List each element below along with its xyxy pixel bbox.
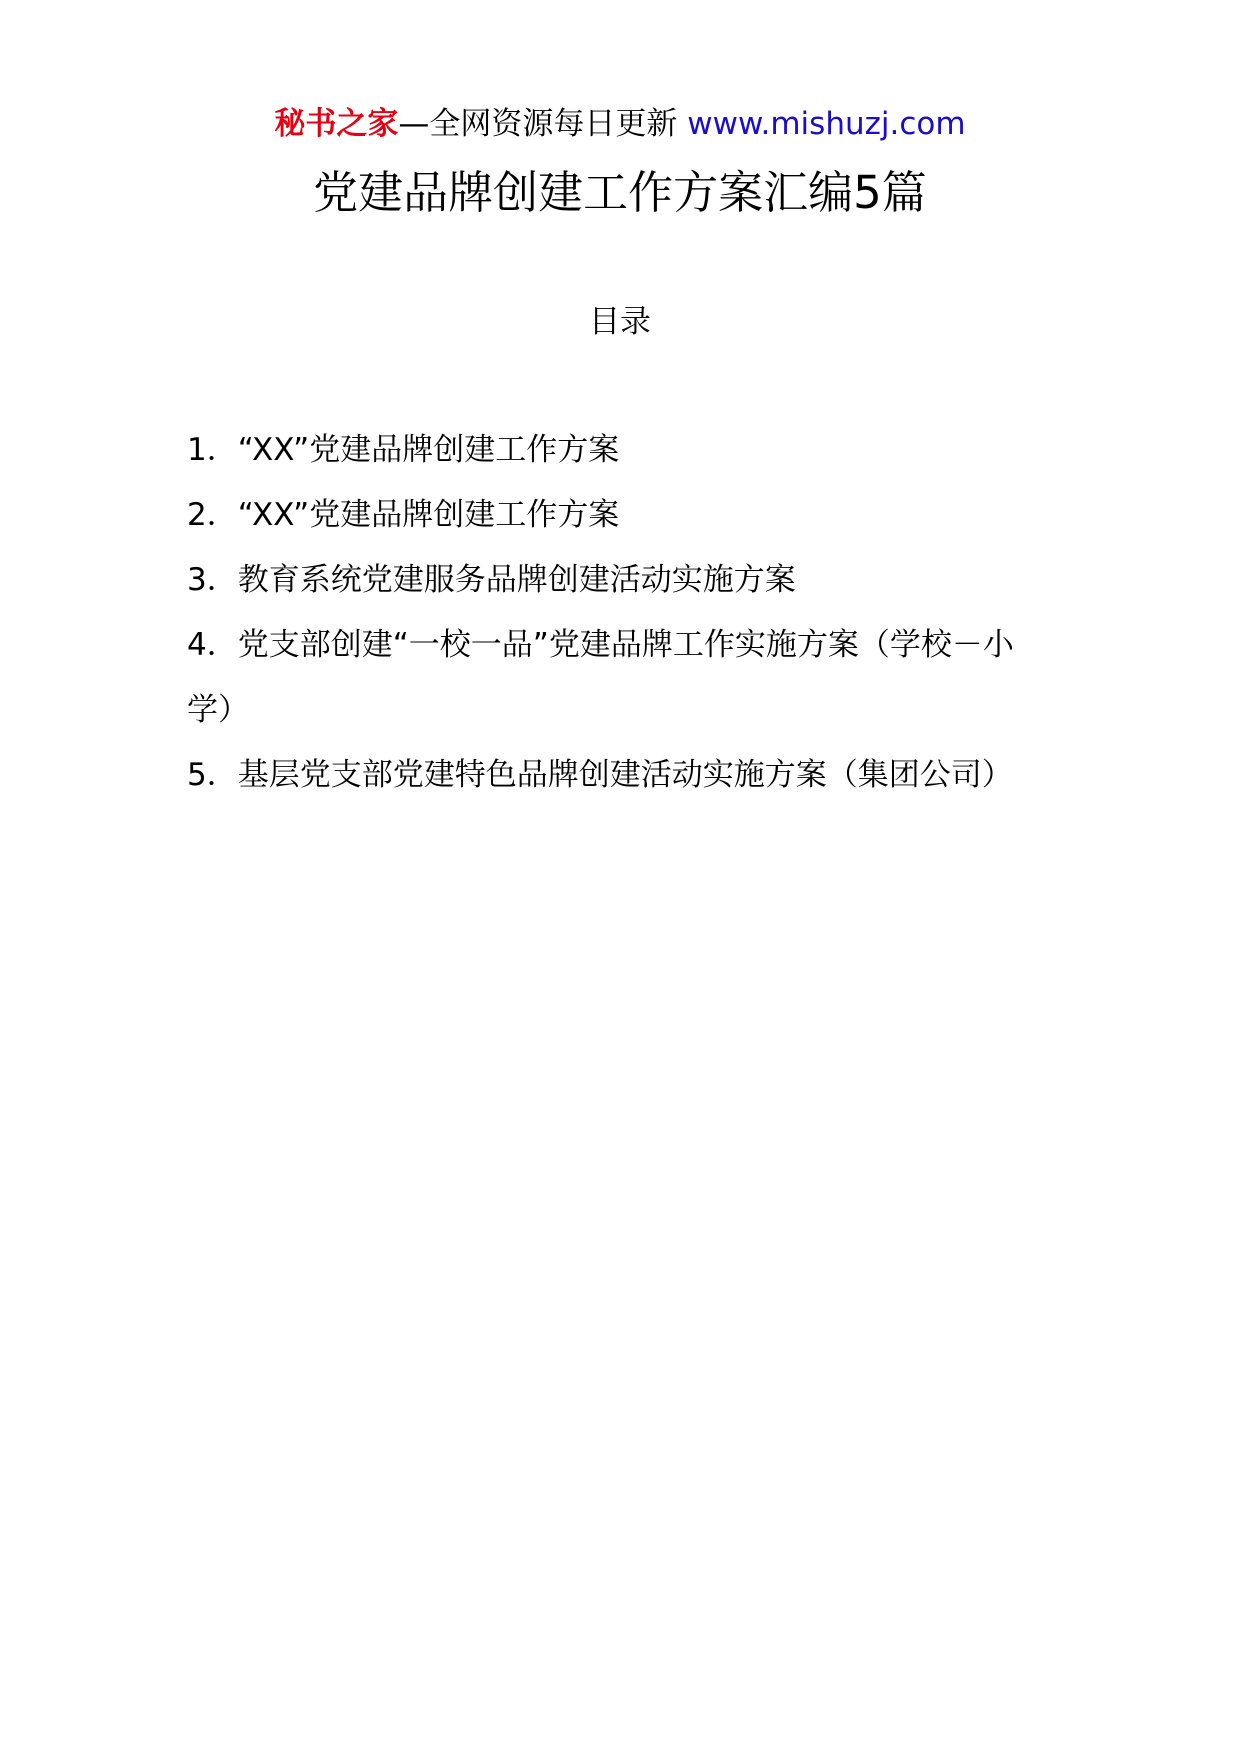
table-of-contents xyxy=(187,418,1057,808)
brand-name: 秘书之家 xyxy=(274,106,399,142)
toc-item-3[interactable]: 3．教育系统党建服务品牌创建活动实施方案 xyxy=(187,562,796,598)
toc-heading: 目录 xyxy=(589,304,651,340)
toc-item-5[interactable]: 5．基层党支部党建特色品牌创建活动实施方案（集团公司） xyxy=(187,757,1013,793)
toc-item-1[interactable]: 1．“XX”党建品牌创建工作方案 xyxy=(187,432,620,468)
header-tagline: —全网资源每日更新 xyxy=(398,106,688,142)
header-banner xyxy=(0,102,1240,146)
toc-item-2[interactable]: 2．“XX”党建品牌创建工作方案 xyxy=(187,497,620,533)
site-url-link[interactable]: www.mishuzj.com xyxy=(687,106,966,142)
document-title: 党建品牌创建工作方案汇编5篇 xyxy=(313,166,927,219)
toc-item-4[interactable]: 4．党支部创建“一校一品”党建品牌工作实施方案（学校－小学） xyxy=(187,627,1014,728)
